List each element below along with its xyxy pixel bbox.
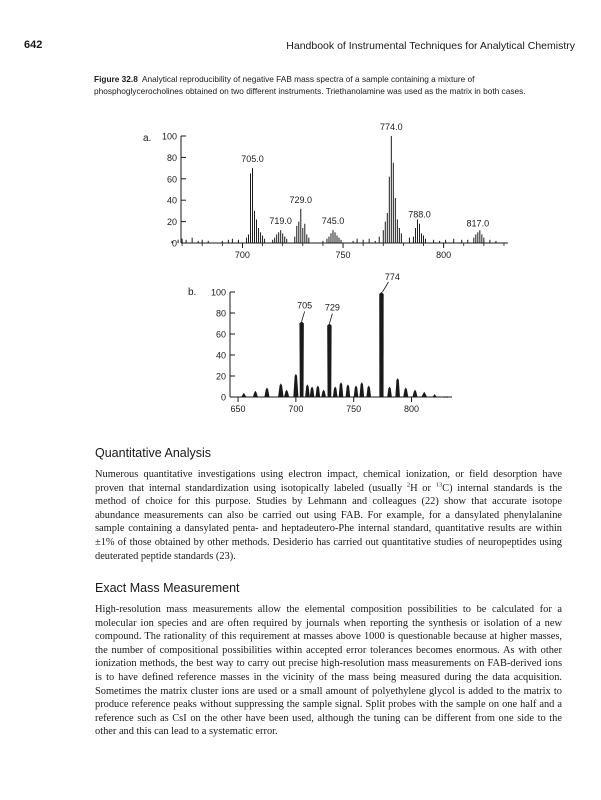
spectrum-b-x-tick-label: 700 bbox=[288, 404, 304, 414]
spectrum-b-peak-label: 774 bbox=[384, 272, 400, 282]
spectrum-b-peak bbox=[327, 324, 331, 398]
spectrum-b-peak bbox=[412, 390, 417, 397]
spectrum-b-peak bbox=[395, 378, 400, 397]
spectrum-b-peak-label: 729 bbox=[324, 302, 340, 313]
spectrum-b-peak bbox=[379, 292, 383, 397]
spectrum-b-peak bbox=[264, 388, 269, 397]
spectrum-a-peaks bbox=[172, 136, 496, 243]
spectrum-a-peak-label: 788.0 bbox=[408, 209, 431, 220]
spectrum-b-peak bbox=[293, 374, 298, 397]
page-number: 642 bbox=[24, 39, 43, 51]
qa-superscript-13: 13 bbox=[435, 481, 443, 489]
spectrum-b-peak bbox=[333, 387, 338, 398]
spectrum-a-x-tick-label: 800 bbox=[436, 250, 452, 260]
spectrum-b-peak bbox=[359, 382, 364, 397]
spectrum-b-y-tick-label: 100 bbox=[210, 287, 226, 298]
spectrum-b-x-tick-label: 650 bbox=[230, 404, 246, 414]
spectrum-b-peak-labels bbox=[297, 272, 400, 324]
running-title: Handbook of Instrumental Techniques for Analytical Chemistry bbox=[286, 40, 575, 52]
spectrum-a-x-tick-label: 750 bbox=[335, 250, 351, 260]
spectrum-b-peak bbox=[310, 387, 315, 398]
spectrum-b-peak bbox=[316, 385, 321, 397]
spectrum-b-peak bbox=[278, 383, 284, 397]
spectrum-a-y-tick-label: 40 bbox=[166, 195, 177, 206]
spectrum-b-y-tick-label: 0 bbox=[220, 392, 226, 403]
qa-text-3: C) internal standards is the method of choice for this purpose. Studies by Lehmann and colleagues (22) show that accurate isotope abundance measurements can also be carried out using FAB. For example, for a dansylated phenylalanine sample containing a dansylated penta- and heptadeutero-Phe internal standard, quantitative results are within ±1% of those obtained by other methods. Desiderio has carried out quantitative studies of neuropeptides using deuterated peptide standards (23). bbox=[95, 482, 562, 562]
spectrum-b-peak bbox=[305, 384, 310, 397]
section-heading-exact-mass-measurement: Exact Mass Measurement bbox=[95, 581, 240, 595]
spectrum-b-peak bbox=[387, 387, 392, 398]
spectrum-b-label-leader bbox=[302, 311, 305, 321]
spectrum-a-peak-label: 774.0 bbox=[380, 122, 403, 132]
spectrum-b-peak bbox=[366, 385, 371, 397]
spectrum-a-peak-labels bbox=[241, 122, 489, 228]
spectrum-b-y-tick-label: 80 bbox=[215, 308, 226, 319]
spectrum-b-peak bbox=[284, 390, 289, 397]
panel-label-a: a. bbox=[143, 133, 152, 144]
qa-text-2: H or bbox=[410, 482, 436, 494]
spectrum-a-y-tick-label: 60 bbox=[166, 174, 177, 185]
qa-text-1: Numerous quantitative investigations using electron impact, chemical ionization, or field desorption have proven that internal standardization using isotopically labeled (usually bbox=[95, 469, 562, 494]
spectrum-b-peak bbox=[339, 382, 344, 397]
spectrum-a-chart bbox=[0, 0, 601, 270]
spectrum-b-y-tick-label: 40 bbox=[215, 350, 226, 361]
spectrum-a-peak-label: 817.0 bbox=[466, 218, 490, 229]
spectrum-b-peak bbox=[299, 321, 303, 397]
spectrum-a-y-tick-label: 0 bbox=[171, 238, 177, 249]
section-heading-quantitative-analysis: Quantitative Analysis bbox=[95, 446, 212, 460]
spectrum-b-peak bbox=[354, 385, 359, 397]
spectrum-b-peak bbox=[241, 393, 246, 397]
spectrum-a-y-tick-label: 80 bbox=[166, 152, 177, 163]
spectrum-b-peaks bbox=[241, 292, 449, 398]
spectrum-a-peak-label: 729.0 bbox=[289, 194, 313, 205]
spectrum-b-y-tick-label: 60 bbox=[215, 329, 226, 340]
spectrum-b-peak bbox=[321, 390, 326, 397]
spectrum-b-peak bbox=[421, 392, 427, 397]
panel-label-b: b. bbox=[188, 287, 197, 298]
spectrum-a-y-tick-label: 100 bbox=[161, 131, 177, 142]
spectrum-b-x-tick-label: 750 bbox=[346, 404, 362, 414]
spectrum-a-peak-label: 719.0 bbox=[269, 216, 292, 227]
spectrum-b-x-tick-label: 800 bbox=[404, 404, 420, 414]
spectrum-b-peak bbox=[253, 391, 258, 397]
spectrum-b-peak bbox=[432, 394, 438, 397]
spectrum-b-peak bbox=[346, 384, 351, 397]
figure-label: Figure 32.8 bbox=[94, 74, 138, 84]
spectrum-b-peak-label: 705 bbox=[297, 300, 313, 311]
spectrum-a-y-tick-label: 20 bbox=[166, 217, 177, 228]
paragraph-quantitative-analysis bbox=[95, 468, 562, 563]
spectrum-b-peak bbox=[403, 388, 408, 397]
spectrum-b-label-leader bbox=[329, 314, 332, 324]
qa-superscript-2: 2 bbox=[406, 481, 411, 489]
spectrum-a-x-tick-label: 700 bbox=[234, 250, 250, 260]
spectrum-b-y-tick-label: 20 bbox=[215, 371, 226, 382]
spectrum-b-label-leader bbox=[382, 282, 388, 292]
spectrum-a-peak-label: 745.0 bbox=[321, 216, 345, 227]
figure-caption-text: Analytical reproducibility of negative FAB mass spectra of a sample containing a mixture of phosphoglycerocholines obtained on two different instruments. Triethanolamine was used as the matrix in both cases. bbox=[94, 74, 526, 96]
paragraph-exact-mass-measurement: High-resolution mass measurements allow the elemental composition possibilities to be calculated for a molecular ion species and are often required by journals when reporting the synthesis or isolation of a new compound. The rationality of this requirement at masses above 1000 is questionable because at higher masses, the number of compositional possibilities within accepted error tolerances becomes enormous. As with other ionization methods, the best way to carry out precise high-resolution mass measurements on FAB-derived ions is to have defined reference masses in the vicinity of the mass being measured during the data acquisition. Sometimes the matrix cluster ions are used or a small amount of polyethylene glycol is added to the matrix to produce reference peaks without suppressing the sample signal. Split probes with the sample on one half and a reference such as CsI on the other have been used, although the tuning can be different from one side to the other and this can lead to a systematic error. bbox=[95, 604, 562, 738]
spectrum-b-chart bbox=[0, 270, 601, 420]
spectrum-a-peak-label: 705.0 bbox=[241, 154, 264, 165]
